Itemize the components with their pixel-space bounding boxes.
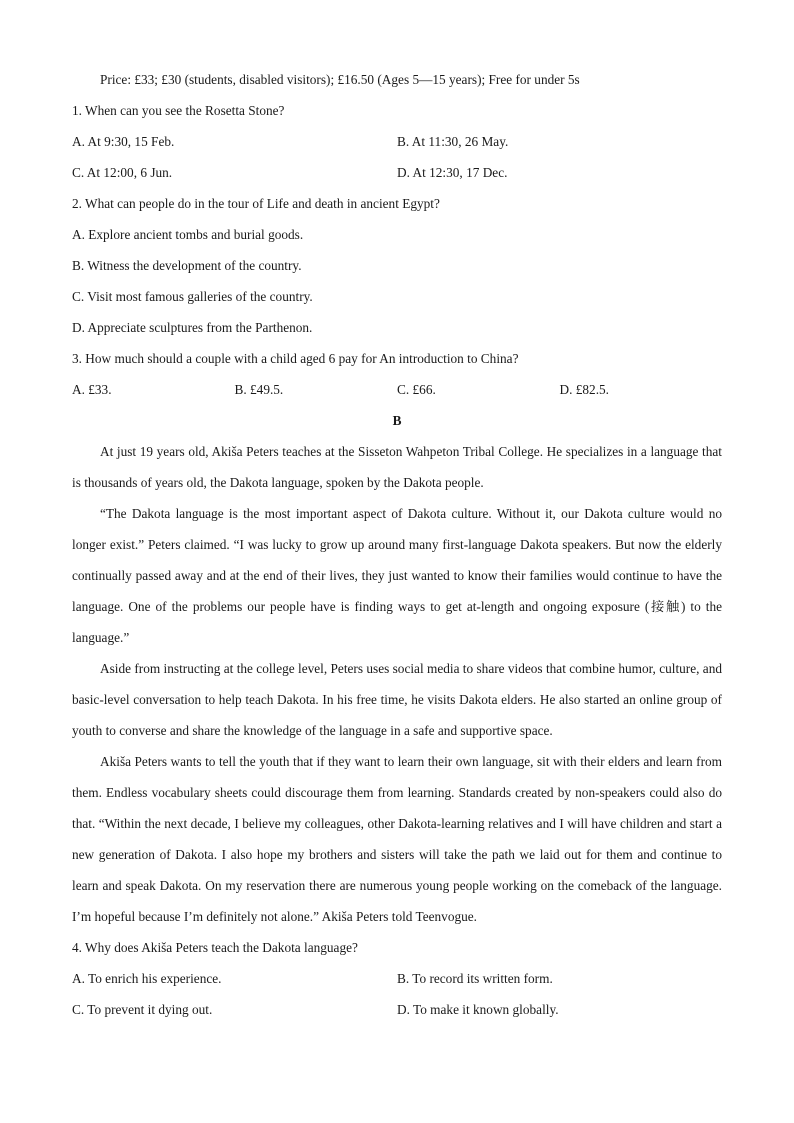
question-4-option-b: B. To record its written form. (397, 971, 553, 986)
question-4-option-a: A. To enrich his experience. (72, 971, 222, 986)
question-1-option-c: C. At 12:00, 6 Jun. (72, 165, 173, 180)
question-4-option-c: C. To prevent it dying out. (72, 1002, 213, 1017)
question-3-option-c: C. £66. (397, 382, 436, 397)
question-1-option-a: A. At 9:30, 15 Feb. (72, 134, 175, 149)
passage-b-paragraph-2: “The Dakota language is the most important aspect of Dakota culture. Without it, our Dakota culture would no longer exist.” Peters claimed. “I was lucky to grow up around many first-language Dakota speakers. But now the elderly continually passed away and at the end of their lives, they just wanted to know their families would continue to have the language. One of the problems our people have is finding ways to get at-length and ongoing exposure (接触) to the language.” (72, 506, 722, 645)
question-2-stem: 2. What can people do in the tour of Life and death in ancient Egypt? (72, 196, 440, 211)
question-2-option-b: B. Witness the development of the country. (72, 258, 302, 273)
question-2-option-a: A. Explore ancient tombs and burial goods. (72, 227, 304, 242)
question-4-stem: 4. Why does Akiša Peters teach the Dakota language? (72, 940, 358, 955)
question-1-options-row-1 (72, 126, 722, 157)
question-2-option-c: C. Visit most famous galleries of the country. (72, 289, 313, 304)
passage-b-paragraph-1: At just 19 years old, Akiša Peters teaches at the Sisseton Wahpeton Tribal College. He specializes in a language that is thousands of years old, the Dakota language, spoken by the Dakota people. (72, 444, 722, 490)
question-4-options-row-2 (72, 994, 722, 1025)
question-3-option-b: B. £49.5. (234, 382, 284, 397)
section-b-title: B (392, 413, 402, 428)
question-2-option-d: D. Appreciate sculptures from the Parthenon. (72, 320, 313, 335)
question-3-option-a: A. £33. (72, 382, 112, 397)
passage-b-paragraph-3: Aside from instructing at the college level, Peters uses social media to share videos that combine humor, culture, and basic-level conversation to help teach Dakota. In his free time, he visits Dakota elders. He also started an online group of youth to converse and share the knowledge of the language in a safe and supportive space. (72, 661, 722, 738)
question-1-option-b: B. At 11:30, 26 May. (397, 134, 509, 149)
document-page (72, 64, 722, 1025)
question-3-stem: 3. How much should a couple with a child aged 6 pay for An introduction to China? (72, 351, 519, 366)
question-1-option-d: D. At 12:30, 17 Dec. (397, 165, 508, 180)
question-1-stem: 1. When can you see the Rosetta Stone? (72, 103, 285, 118)
passage-b-paragraph-4: Akiša Peters wants to tell the youth that if they want to learn their own language, sit with their elders and learn from them. Endless vocabulary sheets could discourage them from learning. Standards created by non-speakers could also do that. “Within the next decade, I believe my colleagues, other Dakota-learning relatives and I will have children and start a new generation of Dakota. I also hope my brothers and sisters will take the path we laid out for them and continue to learn and speak Dakota. On my reservation there are numerous young people working on the comeback of the language. I’m hopeful because I’m definitely not alone.” Akiša Peters told Teenvogue. (72, 754, 722, 924)
question-1-options-row-2 (72, 157, 722, 188)
price-line: Price: £33; £30 (students, disabled visitors); £16.50 (Ages 5—15 years); Free for under 5s (100, 72, 580, 87)
question-3-options-row (72, 374, 722, 405)
question-4-option-d: D. To make it known globally. (397, 1002, 559, 1017)
question-4-options-row-1 (72, 963, 722, 994)
question-3-option-d: D. £82.5. (559, 382, 609, 397)
